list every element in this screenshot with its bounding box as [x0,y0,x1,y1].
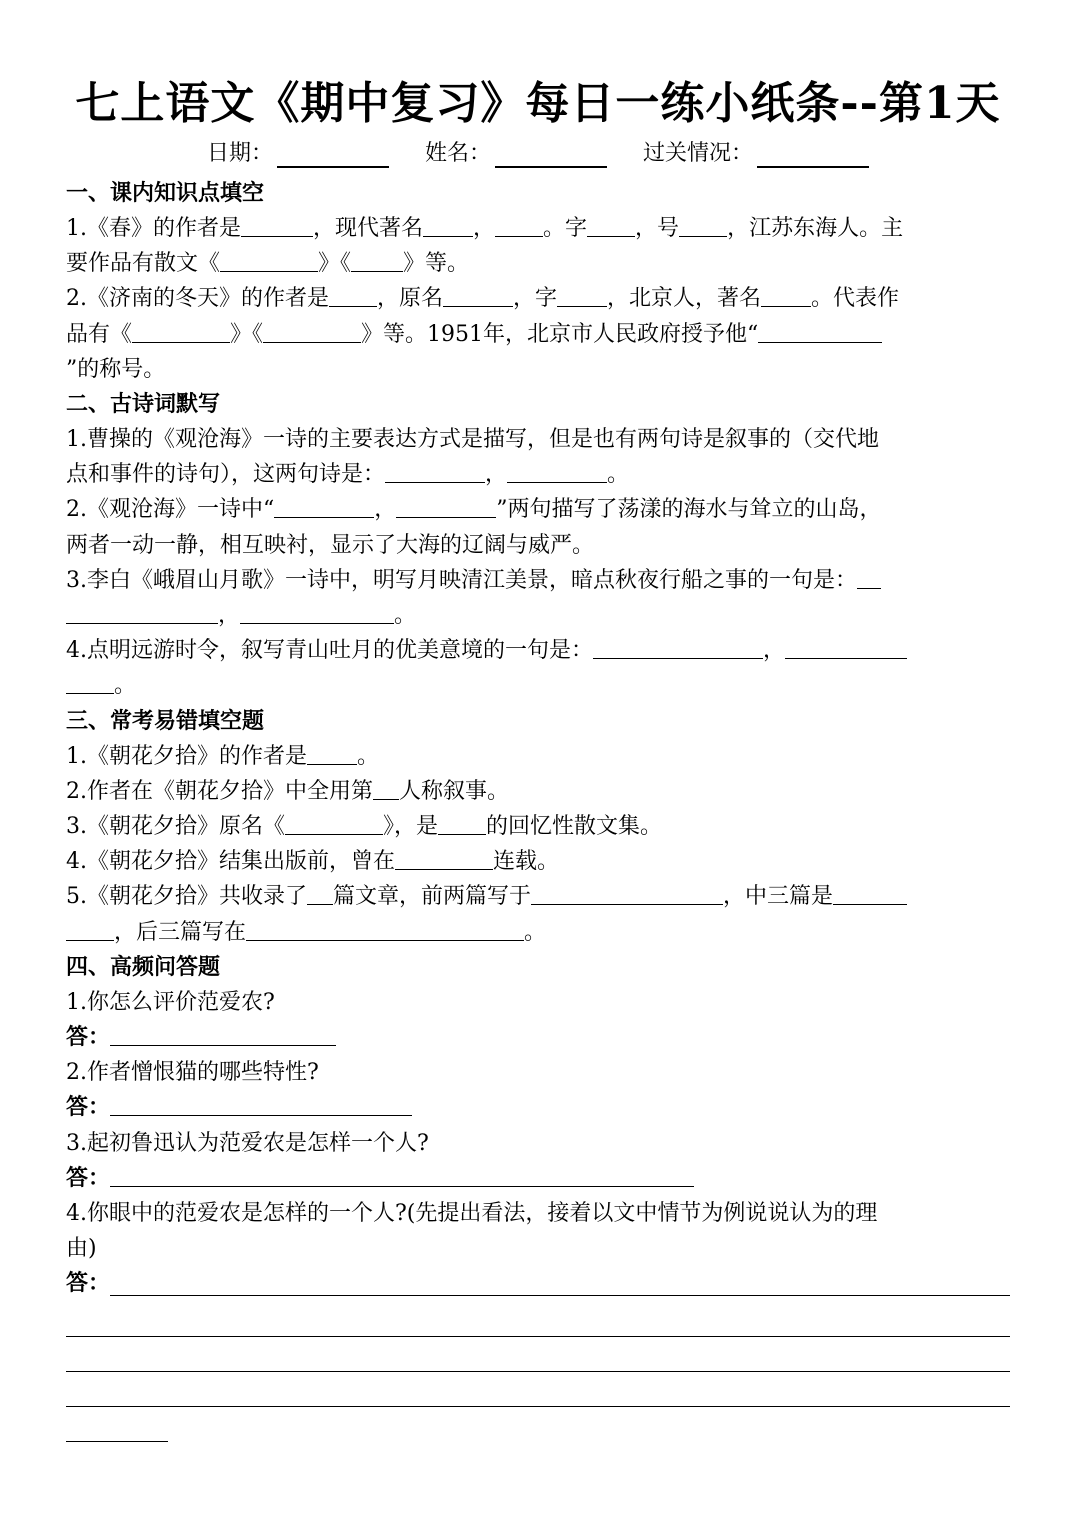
blank[interactable] [761,284,811,307]
s2-line-7: 4.点明远游时令，叙写青山吐月的优美意境的一句是： ， [66,633,1010,668]
name-blank[interactable] [495,144,607,168]
blank[interactable] [679,214,727,237]
question-4-line-1: 4.你眼中的范爱农是怎样的一个人?(先提出看法，接着以文中情节为例说说认为的理 [66,1201,878,1227]
blank[interactable] [396,495,496,518]
answer-4-line[interactable] [66,1337,1010,1372]
blank[interactable] [274,495,374,518]
s1-line-4: 品有《 》《 》等。1951年，北京市人民政府授予他“ [66,317,1010,352]
blank[interactable] [351,249,403,272]
question-4-line-2: 由) [66,1236,97,1262]
blank[interactable] [246,918,524,941]
answer-4-line[interactable] [66,1372,1010,1407]
blank[interactable] [833,882,907,905]
section-heading-1: 一、课内知识点填空 [66,180,265,206]
answer-3 [66,1161,1010,1196]
blank[interactable] [220,249,318,272]
blank[interactable] [857,566,881,589]
blank[interactable] [423,214,473,237]
blank[interactable] [66,601,218,624]
s3-line-6: ，后三篇写在 。 [66,915,1010,950]
s2-line-6: ， 。 [66,598,1010,633]
question-1: 1.你怎么评价范爱农? [66,989,275,1015]
s3-line-3: 3.《朝花夕拾》原名《 》，是 的回忆性散文集。 [66,814,663,840]
s3-line-5: 5.《朝花夕拾》共收录了 篇文章，前两篇写于 ，中三篇是 [66,879,1010,914]
s1-line-3: 2.《济南的冬天》的作者是 ，原名 ，字 ，北京人，著名 。代表作 [66,286,900,312]
blank[interactable] [395,847,493,870]
blank[interactable] [307,882,333,905]
blank[interactable] [758,320,882,343]
blank[interactable] [557,284,607,307]
section-heading-3: 三、常考易错填空题 [66,707,265,734]
blank[interactable] [132,320,230,343]
answer-2-blank[interactable] [110,1093,412,1116]
answer-4-line[interactable] [66,1302,1010,1337]
student-info-bar [66,140,1010,168]
section-heading-4: 四、高频问答题 [66,953,221,980]
answer-label: 答： [66,1094,111,1121]
answer-4-line-end[interactable] [66,1407,168,1442]
answer-3-blank[interactable] [110,1164,694,1187]
blank[interactable] [307,742,357,765]
blank[interactable] [587,214,635,237]
s2-line-3: 2.《观沧海》一诗中“ ， ”两句描写了荡漾的海水与耸立的山岛， [66,497,882,523]
answer-2 [66,1090,1010,1125]
blank[interactable] [66,918,114,941]
blank[interactable] [507,460,607,483]
blank[interactable] [593,636,763,659]
blank[interactable] [443,284,513,307]
question-3: 3.起初鲁迅认为范爱农是怎样一个人? [66,1130,429,1156]
answer-label: 答： [66,1164,111,1191]
answer-label: 答： [66,1270,111,1297]
status-field [643,140,869,168]
answer-4-blank[interactable] [110,1271,1010,1296]
answer-1 [66,1020,1010,1055]
s2-line-5: 3.李白《峨眉山月歌》一诗中，明写月映清江美景，暗点秋夜行船之事的一句是： [66,563,1010,598]
status-label: 过关情况： [643,141,754,166]
answer-label: 答： [66,1024,111,1051]
s2-line-4: 两者一动一静，相互映衬，显示了大海的辽阔与威严。 [66,532,595,558]
s3-line-4: 4.《朝花夕拾》结集出版前，曾在 连载。 [66,849,560,875]
section-heading-2: 二、古诗词默写 [66,391,221,418]
blank[interactable] [241,214,313,237]
blank[interactable] [495,214,543,237]
blank[interactable] [240,601,394,624]
s2-line-8: 。 [66,668,1010,703]
date-blank[interactable] [277,144,389,168]
s3-line-1: 1.《朝花夕拾》的作者是 。 [66,743,380,769]
s1-line-5: ”的称号。 [66,356,166,382]
blank[interactable] [438,812,486,835]
blank[interactable] [385,460,485,483]
blank[interactable] [66,671,114,694]
s2-line-2: 点和事件的诗句），这两句诗是： ， 。 [66,462,630,488]
blank[interactable] [531,882,723,905]
s2-line-1: 1.曹操的《观沧海》一诗的主要表达方式是描写，但是也有两句诗是叙事的（交代地 [66,427,879,453]
date-label: 日期： [206,141,273,166]
name-label: 姓名： [424,141,491,166]
blank[interactable] [785,636,907,659]
page-title: 七上语文《期中复习》每日一练小纸条--第1天 [75,78,1001,129]
status-blank[interactable] [757,144,869,168]
s1-line-1: 1.《春》的作者是 ，现代著名 ， 。字 ，号 ，江苏东海人。主 [66,216,904,241]
blank[interactable] [285,812,383,835]
date-field [207,140,389,168]
blank[interactable] [373,777,399,800]
question-2: 2.作者憎恨猫的哪些特性? [66,1060,319,1086]
s1-line-2: 要作品有散文《 》《 》等。 [66,251,470,277]
blank[interactable] [329,284,377,307]
blank[interactable] [263,320,361,343]
answer-4 [66,1266,1010,1301]
s3-line-2: 2.作者在《朝花夕拾》中全用第 人称叙事。 [66,778,510,804]
name-field [425,140,607,168]
answer-1-blank[interactable] [110,1023,336,1046]
